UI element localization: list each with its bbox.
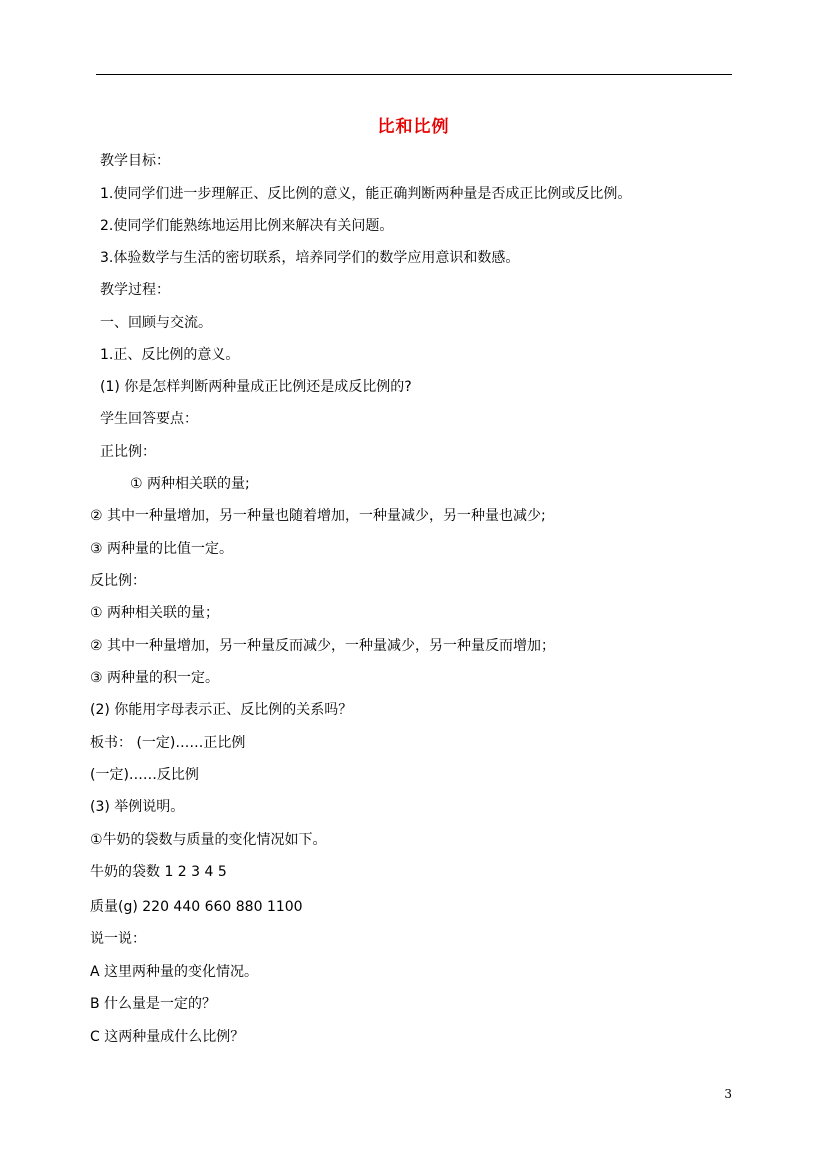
objective-3: 3.体验数学与生活的密切联系，培养同学们的数学应用意识和数感。: [100, 250, 520, 266]
direct-point-2: ② 其中一种量增加，另一种量也随着增加，一种量减少，另一种量也减少;: [90, 508, 546, 524]
objective-1: 1.使同学们进一步理解正、反比例的意义，能正确判断两种量是否成正比例或反比例。: [100, 186, 632, 202]
discussion-c: C 这两种量成什么比例？: [90, 1029, 245, 1045]
inverse-proportion-label: 反比例：: [90, 573, 146, 589]
section-heading-process: 教学过程：: [100, 282, 170, 298]
document-title: 比和比例: [377, 117, 450, 137]
objective-2: 2.使同学们能熟练地运用比例来解决有关问题。: [100, 218, 394, 234]
milk-mass-row: 质量(g) 220 440 660 880 1100: [90, 899, 303, 915]
example-milk-intro: ①牛奶的袋数与质量的变化情况如下。: [90, 832, 327, 848]
board-note-direct: 板书： (一定)……正比例: [90, 735, 246, 751]
question-3: (3) 举例说明。: [90, 799, 185, 815]
section-heading-objectives: 教学目标：: [100, 153, 170, 169]
discussion-label: 说一说：: [90, 931, 146, 947]
page-number: 3: [724, 1087, 732, 1101]
discussion-a: A 这里两种量的变化情况。: [90, 964, 259, 980]
part-heading-review: 一、回顾与交流。: [100, 315, 212, 331]
board-note-inverse: (一定)……反比例: [90, 767, 199, 783]
subheading-meaning: 1.正、反比例的意义。: [100, 347, 240, 363]
direct-point-3: ③ 两种量的比值一定。: [90, 541, 234, 557]
header-rule: [96, 74, 732, 75]
inverse-point-2: ② 其中一种量增加，另一种量反而减少，一种量减少，另一种量反而增加；: [90, 638, 555, 654]
inverse-point-3: ③ 两种量的积一定。: [90, 670, 220, 686]
inverse-point-1: ① 两种相关联的量；: [90, 605, 220, 621]
direct-proportion-label: 正比例：: [100, 444, 156, 460]
question-1: (1) 你是怎样判断两种量成正比例还是成反比例的?: [100, 379, 412, 395]
answer-points-label: 学生回答要点：: [100, 411, 198, 427]
milk-bags-row: 牛奶的袋数 1 2 3 4 5: [90, 864, 227, 880]
direct-point-1: ① 两种相关联的量;: [130, 476, 250, 492]
discussion-b: B 什么量是一定的？: [90, 996, 217, 1012]
question-2: (2) 你能用字母表示正、反比例的关系吗？: [90, 702, 353, 718]
